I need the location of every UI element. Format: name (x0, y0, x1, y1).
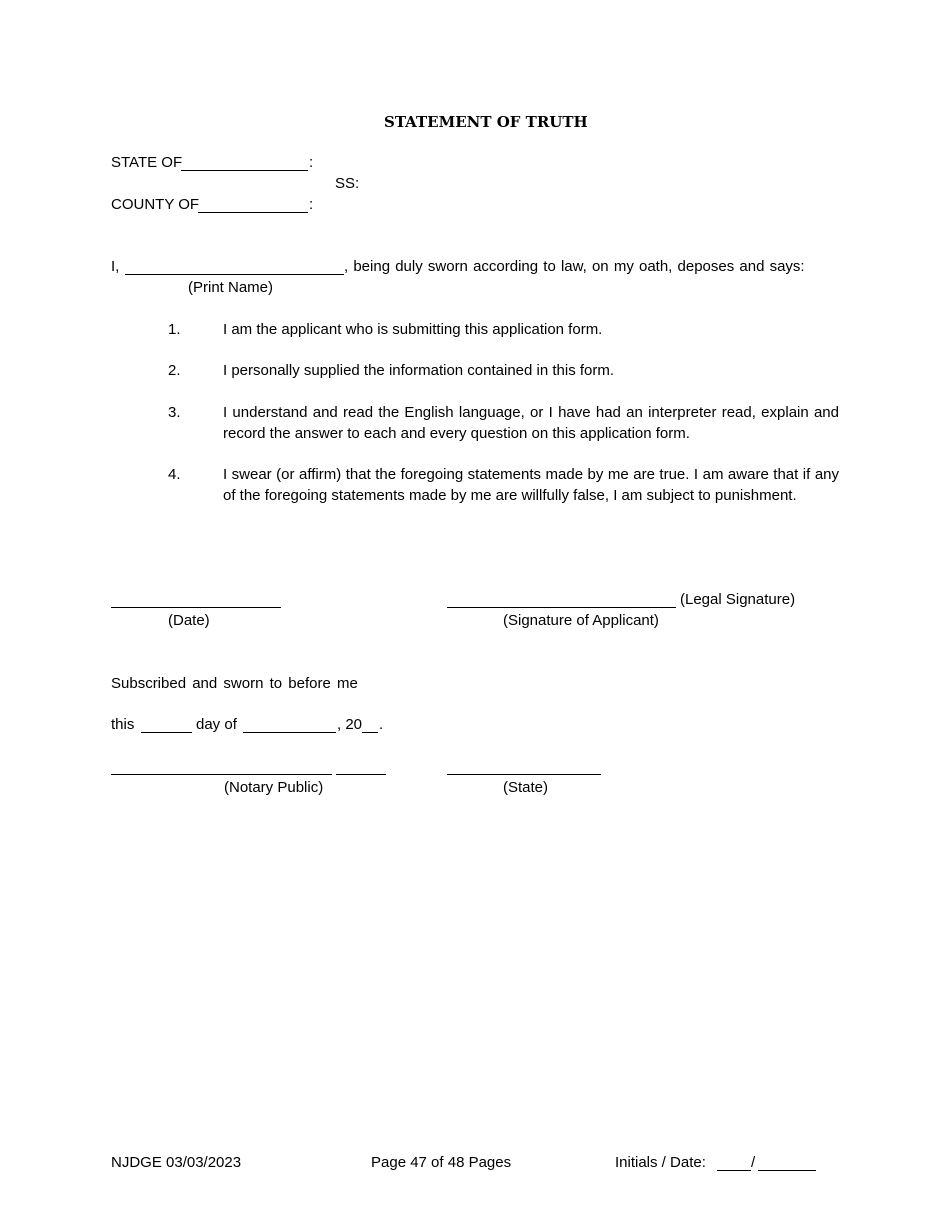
statement-number: 1. (168, 321, 181, 338)
print-name-field[interactable] (125, 274, 344, 275)
county-colon: : (309, 196, 314, 213)
footer-initials-label: Initials / Date: (615, 1154, 706, 1171)
initials-slash: / (751, 1154, 756, 1171)
day-of-label: day of (196, 716, 237, 733)
statement-text: I personally supplied the information contained in this form. (223, 362, 615, 379)
subscribed-text: Subscribed and sworn to before me (111, 675, 358, 692)
statement-text: I understand and read the English language, or I have had an interpreter read, explain and record the answer to each and every question on this application form. (223, 404, 839, 442)
year-field[interactable] (362, 732, 378, 733)
footer-page-number: Page 47 of 48 Pages (371, 1154, 512, 1171)
statement-text: I swear (or affirm) that the foregoing statements made by me are true. I am aware that if any of the foregoing statements made by me are willfully false, I am subject to punishment. (223, 466, 839, 504)
initials-field[interactable] (717, 1170, 751, 1171)
oath-prefix: I, (111, 258, 120, 275)
applicant-signature-field[interactable] (447, 607, 676, 608)
county-of-label: COUNTY OF (111, 196, 200, 213)
notary-extra-field[interactable] (336, 774, 386, 775)
statement-number: 4. (168, 466, 181, 483)
ss-label: SS: (335, 175, 360, 192)
notary-public-label: (Notary Public) (224, 779, 324, 796)
initials-date-field[interactable] (758, 1170, 816, 1171)
notary-state-label: (State) (503, 779, 549, 796)
year-prefix: , 20 (337, 716, 363, 733)
period: . (379, 716, 384, 733)
statement-number: 3. (168, 404, 181, 421)
state-of-label: STATE OF (111, 154, 183, 171)
date-field[interactable] (111, 607, 281, 608)
legal-signature-label: (Legal Signature) (680, 591, 796, 608)
page-title: STATEMENT OF TRUTH (384, 113, 588, 131)
footer-doc-id: NJDGE 03/03/2023 (111, 1154, 242, 1171)
statement-number: 2. (168, 362, 181, 379)
this-label: this (111, 716, 135, 733)
notary-state-field[interactable] (447, 774, 601, 775)
state-of-field[interactable] (181, 170, 308, 171)
applicant-signature-label: (Signature of Applicant) (503, 612, 659, 629)
county-of-field[interactable] (198, 212, 308, 213)
state-colon: : (309, 154, 314, 171)
oath-text: , being duly sworn according to law, on my oath, deposes and says: (344, 258, 805, 275)
notary-public-field[interactable] (111, 774, 332, 775)
date-label: (Date) (168, 612, 210, 629)
month-field[interactable] (243, 732, 336, 733)
day-field[interactable] (141, 732, 192, 733)
statement-text: I am the applicant who is submitting this application form. (223, 321, 603, 338)
print-name-label: (Print Name) (188, 279, 274, 296)
